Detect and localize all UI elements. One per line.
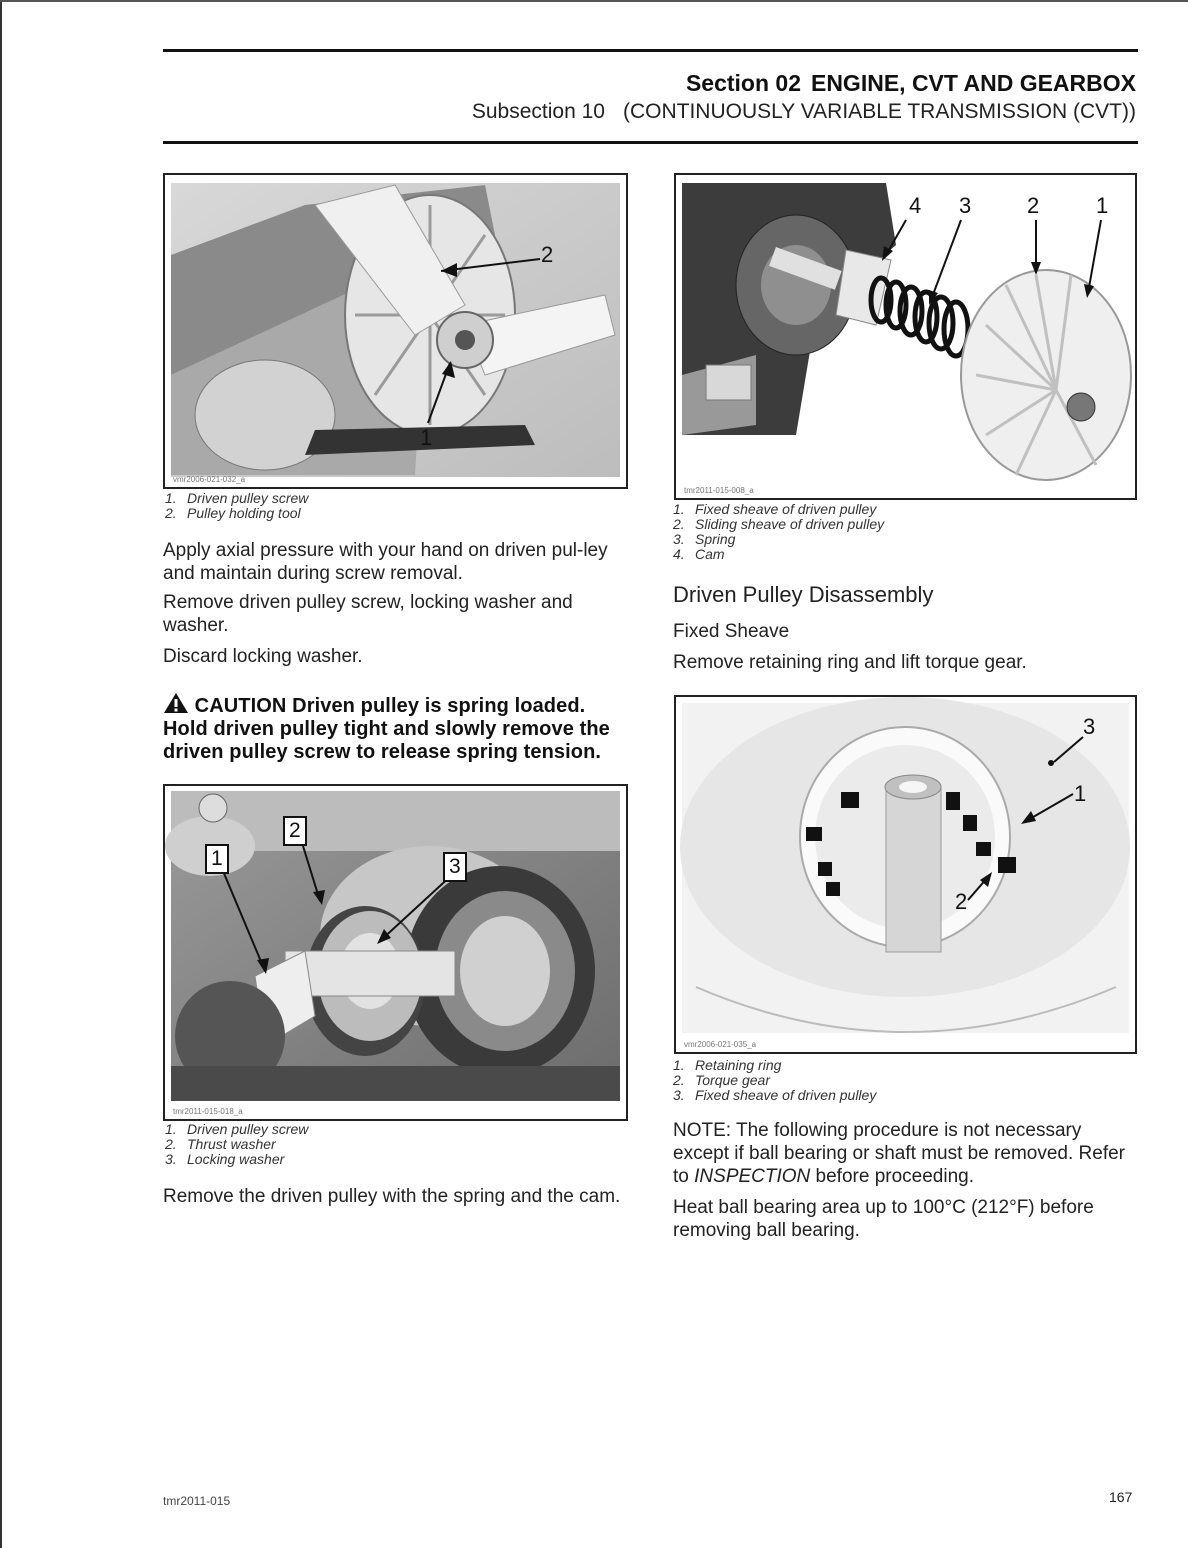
figure-3-callout-2: 2: [1027, 193, 1040, 218]
subsection-label: Subsection 10: [471, 100, 605, 123]
figure-2-id: tmr2011-015-018_a: [173, 1107, 243, 1116]
legend-item: 2. Pulley holding tool: [165, 505, 301, 521]
figure-1-callout-1: 1: [420, 425, 433, 450]
figure-2-callout-2: 2: [283, 816, 307, 846]
figure-4-callout-2: 2: [955, 889, 968, 914]
warning-icon: [163, 692, 189, 714]
legend-item: 1. Driven pulley screw: [165, 1121, 309, 1137]
section-label: Section 02: [685, 70, 801, 96]
figure-1-callout-2: 2: [541, 242, 554, 267]
legend-item: 1. Retaining ring: [673, 1057, 782, 1073]
figure-1-legend: [165, 491, 625, 521]
figure-3-illustration: [676, 175, 1135, 498]
figure-1-illustration: [165, 175, 626, 487]
figure-driven-pulley-screw: [163, 173, 628, 489]
caution-label: CAUTION: [194, 695, 287, 717]
legend-item: 3. Fixed sheave of driven pulley: [673, 1087, 877, 1103]
legend-item: 1. Driven pulley screw: [165, 490, 309, 506]
paragraph-retaining-ring: Remove retaining ring and lift torque gear.: [673, 652, 1027, 673]
page-edge-top: [0, 0, 1188, 2]
figure-4-id: vmr2006-021-035_a: [684, 1040, 757, 1049]
figure-3-legend: [673, 502, 1133, 562]
paragraph-discard-washer: Discard locking washer.: [163, 646, 363, 667]
legend-item: 2. Sliding sheave of driven pulley: [673, 516, 885, 532]
subsection-heading: [472, 100, 1136, 124]
heading-fixed-sheave: Fixed Sheave: [673, 621, 790, 642]
figure-3-callout-4: 4: [909, 193, 922, 218]
figure-3-callout-1: 1: [1096, 193, 1109, 218]
legend-item: 3. Spring: [673, 531, 736, 547]
legend-item: 3. Locking washer: [165, 1151, 285, 1167]
figure-4-illustration: [676, 697, 1135, 1052]
figure-1-id: vmr2006-021-032_a: [173, 475, 246, 484]
figure-2-callout-3: 3: [443, 852, 467, 882]
paragraph-remove-screw: Remove driven pulley screw, locking washer and washer.: [163, 592, 573, 636]
paragraph-heat-bearing: Heat ball bearing area up to 100°C (212°F) before removing ball bearing.: [673, 1197, 1094, 1241]
legend-item: 2. Torque gear: [673, 1072, 770, 1088]
figure-3-callout-3: 3: [959, 193, 972, 218]
note-text-after: before proceeding.: [815, 1166, 974, 1187]
caution-text: Driven pulley is spring loaded. Hold driven pulley tight and slowly remove the driven pulley screw to release spring tension.: [163, 695, 610, 763]
caution-block: [163, 692, 628, 764]
paragraph-remove-pulley: Remove the driven pulley with the spring and the cam.: [163, 1186, 621, 1207]
figure-thrust-locking-washer: [163, 784, 628, 1121]
figure-2-legend: [165, 1122, 625, 1167]
figure-4-callout-3: 3: [1083, 714, 1096, 739]
note-label: NOTE:: [673, 1120, 732, 1141]
page-number: 167: [1109, 1489, 1133, 1505]
section-heading: [686, 70, 1136, 97]
subsection-title: (CONTINUOUSLY VARIABLE TRANSMISSION (CVT)): [622, 100, 1136, 123]
note-block: [673, 1119, 1138, 1188]
note-text: The following procedure is not necessary except if ball bearing or shaft must be removed. Refer to: [673, 1120, 1126, 1187]
figure-fixed-sheave: [674, 695, 1137, 1054]
figure-2-illustration: [165, 786, 626, 1119]
figure-4-callout-1: 1: [1074, 781, 1087, 806]
footer-doc-code: tmr2011-015: [163, 1494, 231, 1508]
section-title: ENGINE, CVT AND GEARBOX: [810, 70, 1136, 96]
legend-item: 1. Fixed sheave of driven pulley: [673, 501, 877, 517]
page-edge: [0, 0, 2, 1548]
paragraph-axial-pressure: Apply axial pressure with your hand on driven pul-ley and maintain during screw removal.: [163, 540, 608, 584]
note-inspection-reference: INSPECTION: [694, 1166, 811, 1187]
header-rule-top: [163, 49, 1138, 52]
figure-driven-pulley-parts: [674, 173, 1137, 500]
figure-3-id: tmr2011-015-008_a: [684, 486, 754, 495]
legend-item: 4. Cam: [673, 546, 725, 562]
figure-4-legend: [673, 1058, 1133, 1103]
heading-driven-pulley-disassembly: Driven Pulley Disassembly: [673, 582, 934, 607]
figure-2-callout-1: 1: [205, 844, 229, 874]
legend-item: 2. Thrust washer: [165, 1136, 276, 1152]
header-rule-bottom: [163, 141, 1138, 144]
